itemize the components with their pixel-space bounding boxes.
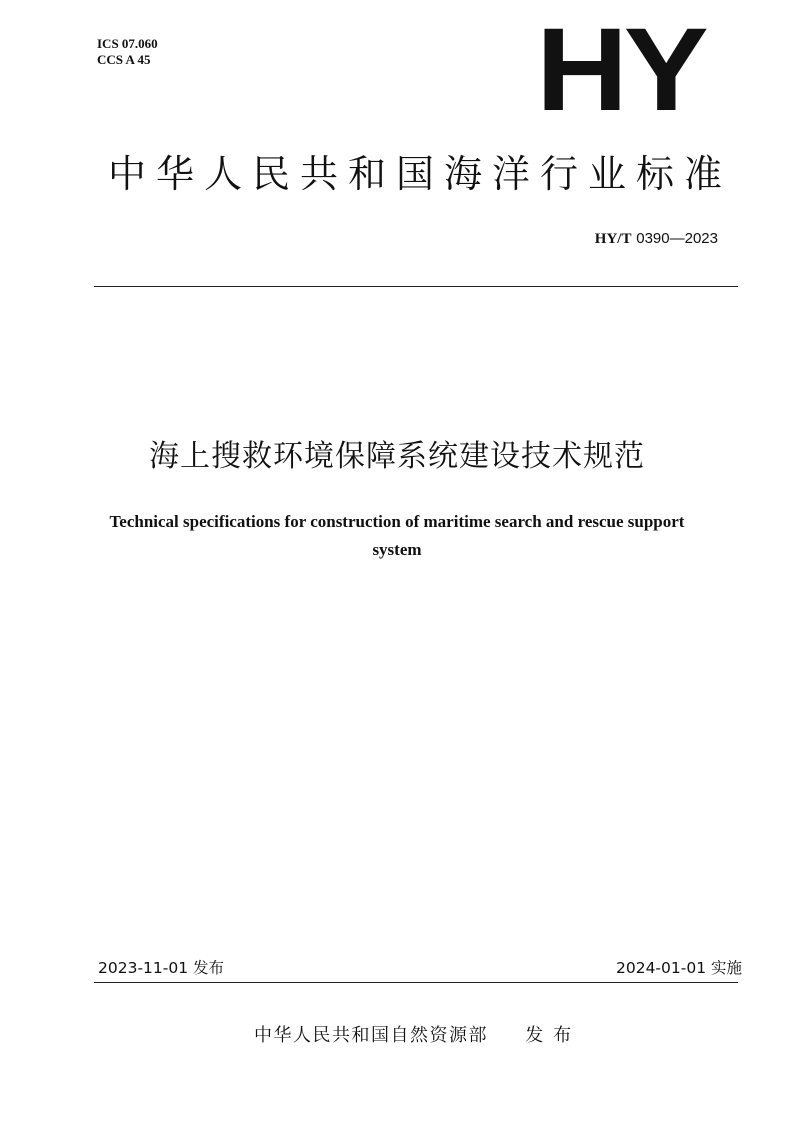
ics-code: ICS 07.060: [97, 36, 158, 51]
bottom-divider: [94, 982, 738, 983]
implementation-date: 2024-01-01 实施: [615, 959, 742, 977]
classification-codes: [97, 36, 158, 68]
issuer-action: 发布: [525, 1025, 582, 1046]
hy-logo: HY: [536, 4, 705, 136]
english-title: Technical specifications for construction of maritime search and rescue support system: [109, 512, 685, 559]
issuer-name: 中华人民共和国自然资源部: [254, 1025, 488, 1046]
standard-prefix: HY/T: [594, 231, 632, 247]
standard-number-value: 0390—2023: [636, 230, 718, 247]
ccs-code: CCS A 45: [97, 52, 151, 67]
issue-date: 2023-11-01 发布: [98, 959, 225, 977]
chinese-title: 海上搜救环境保障系统建设技术规范: [149, 439, 645, 474]
standard-number: [595, 228, 718, 249]
issuer-line: [254, 1024, 581, 1048]
standard-body-title: 中华人民共和国海洋行业标准: [108, 152, 724, 196]
top-divider: [94, 286, 738, 287]
